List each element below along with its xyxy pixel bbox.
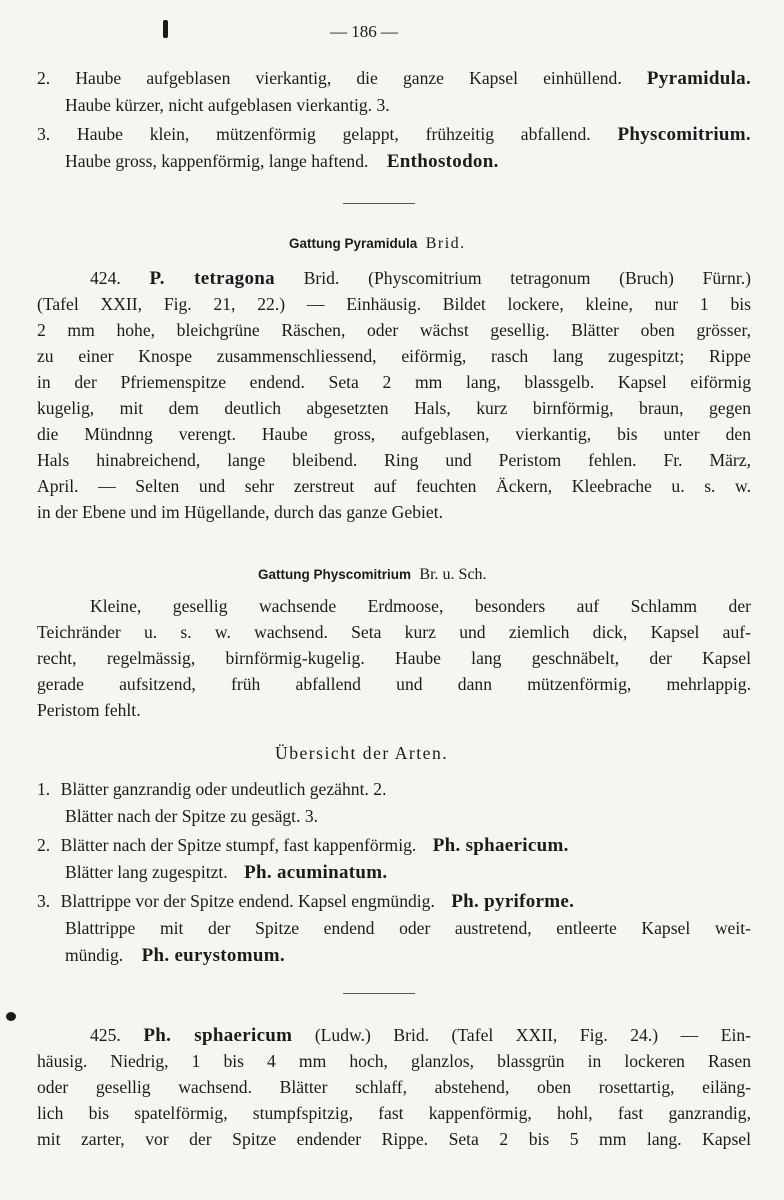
genus-name: Physcomitrium. — [617, 124, 751, 145]
genus-description-line: Peristom fehlt. — [37, 700, 141, 720]
species-line: oder gesellig wachsend. Blätter schlaff, abstehend, oben rosettartig, eiläng- — [37, 1077, 751, 1097]
species-line: Hals hinabreichend, lange bleibend. Ring und Peristom fehlen. Fr. März, — [37, 450, 751, 470]
overview-line — [37, 889, 574, 914]
key-text: Blattrippe vor der Spitze endend. Kapsel engmündig. — [60, 891, 435, 911]
species-text: (Ludw.) Brid. (Tafel XXII, Fig. 24.) — Ein- — [292, 1025, 751, 1045]
genus-description-line: Teichränder u. s. w. wachsend. Seta kurz und ziemlich dick, Kapsel auf- — [37, 622, 751, 642]
species-line — [90, 266, 751, 291]
species-line: mit zarter, vor der Spitze endender Rippe. Seta 2 bis 5 mm lang. Kapsel — [37, 1129, 751, 1149]
overview-line — [65, 860, 387, 885]
genus-name: Pyramidula. — [646, 68, 751, 89]
genus-description-line: gerade aufsitzend, früh abfallend und dann mützenförmig, mehrlappig. — [37, 674, 751, 694]
key-text: Haube gross, kappenförmig, lange haftend. — [65, 151, 369, 171]
overview-line — [65, 943, 285, 968]
key-text: mündig. — [65, 945, 124, 965]
genus-description-line: recht, regelmässig, birnförmig-kugelig. Haube lang geschnäbelt, der Kapsel — [37, 648, 751, 668]
key-text: Blätter nach der Spitze zu gesägt. 3. — [65, 806, 319, 826]
key-text: Blätter ganzrandig oder undeutlich gezähnt. 2. — [60, 779, 387, 799]
overview-title: Übersicht der Arten. — [275, 743, 449, 763]
key-number: 3. — [37, 891, 51, 911]
overview-line — [37, 777, 386, 801]
species-line: häusig. Niedrig, 1 bis 4 mm hoch, glanzlos, blassgrün in lockeren Rasen — [37, 1051, 751, 1071]
species-name: P. tetragona — [149, 268, 275, 289]
species-text: Brid. (Physcomitrium tetragonum (Bruch) Fürnr.) — [274, 268, 751, 288]
ink-speck — [163, 20, 168, 38]
species-name: Ph. sphaericum. — [432, 835, 569, 856]
genus-description-line: Kleine, gesellig wachsende Erdmoose, besonders auf Schlamm der — [90, 596, 751, 616]
species-number: 425. — [90, 1025, 121, 1045]
key-number: 2. — [37, 68, 51, 88]
section-divider — [343, 203, 415, 204]
key-text: Haube aufgeblasen vierkantig, die ganze Kapsel einhüllend. — [75, 68, 622, 88]
key-line — [65, 149, 499, 174]
species-line: kugelig, mit dem deutlich abgesetzten Hals, kurz birnförmig, braun, gegen — [37, 398, 751, 418]
key-number: 3. — [37, 124, 51, 144]
species-name: Ph. eurystomum. — [141, 945, 285, 966]
genus-author: Br. u. Sch. — [419, 566, 487, 583]
species-line: lich bis spatelförmig, stumpfspitzig, fast kappenförmig, hohl, fast ganzrandig, — [37, 1103, 751, 1123]
genus-heading — [258, 561, 487, 587]
overview-line — [65, 916, 751, 940]
genus-name: Enthostodon. — [386, 151, 499, 172]
species-line: in der Ebene und im Hügellande, durch das ganze Gebiet. — [37, 502, 443, 522]
section-divider — [343, 993, 415, 994]
species-number: 424. — [90, 268, 121, 288]
ink-speck — [6, 1012, 16, 1021]
key-text: Haube klein, mützenförmig gelappt, frühzeitig abfallend. — [77, 124, 591, 144]
species-line: 2 mm hohe, bleichgrüne Räschen, oder wächst gesellig. Blätter oben grösser, — [37, 320, 751, 340]
genus-label: Gattung Physcomitrium — [258, 567, 412, 582]
page-number: — 186 — — [330, 22, 398, 41]
genus-heading — [289, 230, 466, 256]
species-line — [90, 1023, 751, 1048]
species-line: (Tafel XXII, Fig. 21, 22.) — Einhäusig. Bildet lockere, kleine, nur 1 bis — [37, 294, 751, 314]
genus-author: Brid. — [425, 235, 466, 252]
genus-label: Gattung Pyramidula — [289, 236, 418, 251]
key-text: Haube kürzer, nicht aufgeblasen vierkantig. 3. — [65, 95, 390, 115]
species-name: Ph. pyriforme. — [451, 891, 575, 912]
key-line — [65, 93, 390, 117]
key-text: Blattrippe mit der Spitze endend oder austretend, entleerte Kapsel weit- — [65, 918, 751, 938]
key-text: Blätter nach der Spitze stumpf, fast kappenförmig. — [60, 835, 417, 855]
species-line: zu einer Knospe zusammenschliessend, eiförmig, rasch lang zugespitzt; Rippe — [37, 346, 751, 366]
species-line: die Mündnng verengt. Haube gross, aufgeblasen, vierkantig, bis unter den — [37, 424, 751, 444]
overview-line — [65, 804, 318, 828]
key-line — [37, 122, 751, 147]
species-line: in der Pfriemenspitze endend. Seta 2 mm lang, blassgelb. Kapsel eiförmig — [37, 372, 751, 392]
species-name: Ph. acuminatum. — [244, 862, 388, 883]
key-number: 2. — [37, 835, 51, 855]
key-line — [37, 66, 751, 91]
key-number: 1. — [37, 779, 51, 799]
key-text: Blätter lang zugespitzt. — [65, 862, 228, 882]
species-name: Ph. sphaericum — [143, 1025, 293, 1046]
species-line: April. — Selten und sehr zerstreut auf feuchten Äckern, Kleebrache u. s. w. — [37, 476, 751, 496]
overview-line — [37, 833, 569, 858]
